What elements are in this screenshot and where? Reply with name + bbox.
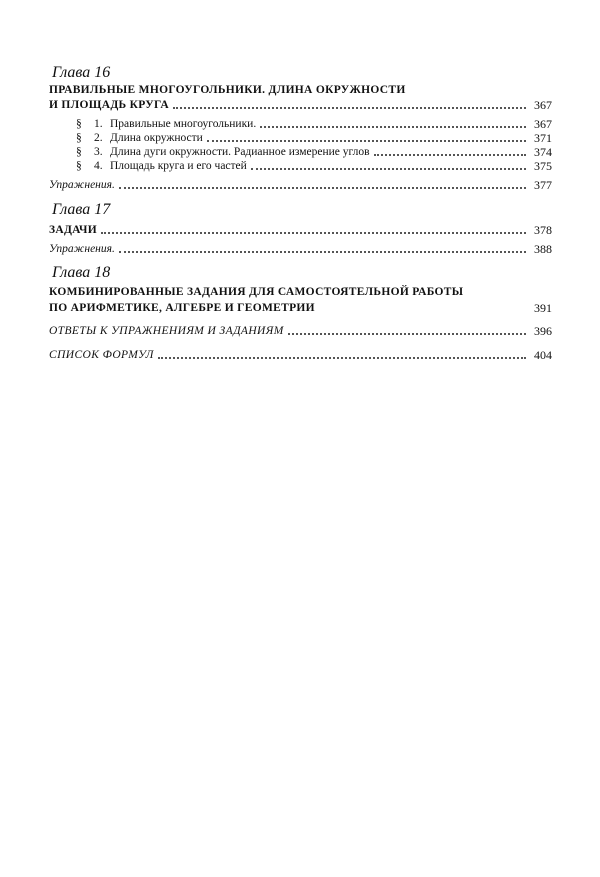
- section-page: 367: [534, 117, 552, 131]
- answers-row: [49, 324, 552, 338]
- chapter-16-title-line1: ПРАВИЛЬНЫЕ МНОГОУГОЛЬНИКИ. ДЛИНА ОКРУЖНОСТИ: [49, 84, 406, 96]
- leader-dots: [260, 126, 526, 128]
- section-sign: §: [76, 118, 82, 130]
- chapter-18-title-row: [49, 301, 552, 315]
- leader-dots: [251, 168, 526, 170]
- section-page: 374: [534, 145, 552, 159]
- leader-dots: [158, 357, 526, 359]
- section-sign: §: [76, 146, 82, 158]
- chapter-16-title-row: [49, 98, 552, 112]
- section-number: 3.: [94, 146, 103, 158]
- chapter-17-page: 378: [534, 223, 552, 237]
- formulas-row: [49, 348, 552, 362]
- formulas-page: 404: [534, 348, 552, 362]
- exercises-page: 377: [534, 178, 552, 192]
- leader-dots: [288, 333, 526, 335]
- answers-page: 396: [534, 324, 552, 338]
- section-title: Длина окружности: [110, 132, 203, 144]
- section-page: 375: [534, 159, 552, 173]
- section-number: 1.: [94, 118, 103, 130]
- section-title: Правильные многоугольники.: [110, 118, 257, 130]
- chapter-18-title-line1: КОМБИНИРОВАННЫЕ ЗАДАНИЯ ДЛЯ САМОСТОЯТЕЛЬНОЙ РАБОТЫ: [49, 286, 464, 298]
- leader-dots: [119, 187, 526, 189]
- section-number: 4.: [94, 160, 103, 172]
- section-row: [49, 145, 552, 159]
- chapter-17-title-row: [49, 223, 552, 237]
- section-sign: §: [76, 160, 82, 172]
- leader-dots: [374, 154, 526, 156]
- section-row: [49, 159, 552, 173]
- section-row: [49, 131, 552, 145]
- section-title: Площадь круга и его частей: [110, 160, 247, 172]
- chapter-18-heading: Глава 18: [52, 264, 111, 281]
- chapter-17-heading: Глава 17: [52, 201, 111, 218]
- chapter-16-title-line2: И ПЛОЩАДЬ КРУГА: [49, 99, 169, 111]
- answers-label: ОТВЕТЫ К УПРАЖНЕНИЯМ И ЗАДАНИЯМ: [49, 325, 284, 337]
- leader-dots: [101, 232, 526, 234]
- leader-spacer: [319, 310, 526, 312]
- section-row: [49, 117, 552, 131]
- leader-dots: [207, 140, 526, 142]
- exercises-label: Упражнения.: [49, 243, 115, 255]
- section-number: 2.: [94, 132, 103, 144]
- chapter-18-title-line2: ПО АРИФМЕТИКЕ, АЛГЕБРЕ И ГЕОМЕТРИИ: [49, 302, 315, 314]
- chapter-17-title: ЗАДАЧИ: [49, 224, 98, 236]
- exercises-label: Упражнения.: [49, 179, 115, 191]
- leader-dots: [173, 107, 526, 109]
- exercises-page: 388: [534, 242, 552, 256]
- exercises-row: [49, 178, 552, 192]
- chapter-16-page: 367: [534, 98, 552, 112]
- leader-dots: [119, 251, 526, 253]
- section-title: Длина дуги окружности. Радианное измерение углов: [110, 146, 370, 158]
- section-sign: §: [76, 132, 82, 144]
- chapter-18-page: 391: [534, 301, 552, 315]
- chapter-16-heading: Глава 16: [52, 64, 111, 81]
- formulas-label: СПИСОК ФОРМУЛ: [49, 349, 154, 361]
- section-page: 371: [534, 131, 552, 145]
- exercises-row: [49, 242, 552, 256]
